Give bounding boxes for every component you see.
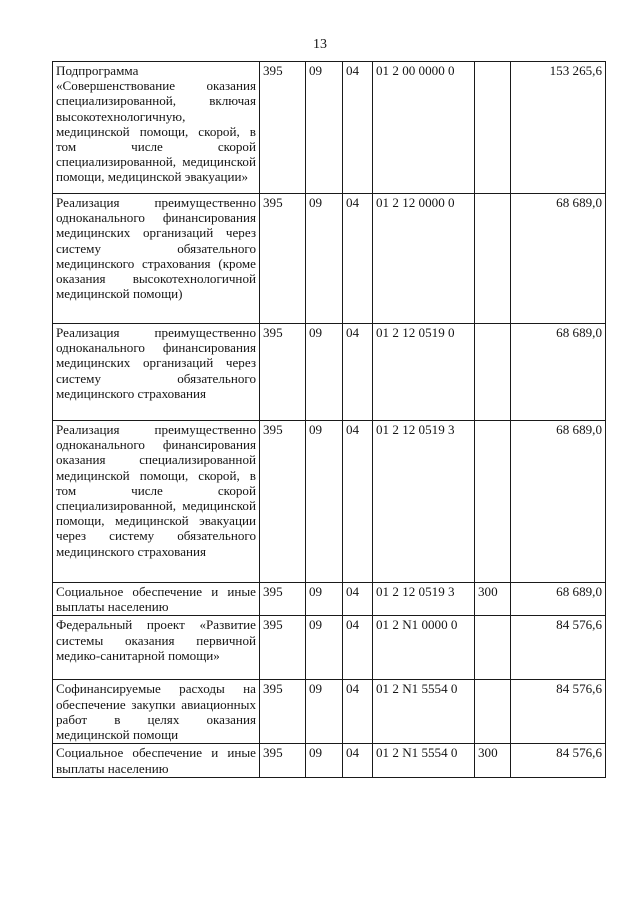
row-amount: 68 689,0 (511, 421, 606, 583)
row-subsection: 04 (343, 616, 373, 680)
page-number: 13 (313, 37, 327, 52)
row-name: Федеральный проект «Развитие системы оказания первичной медико-санитарной помощи» (53, 616, 260, 680)
row-amount: 68 689,0 (511, 583, 606, 616)
row-amount: 68 689,0 (511, 324, 606, 421)
row-name: Софинансируемые расходы на обеспечение закупки авиационных работ в целях оказания медицинской помощи (53, 680, 260, 744)
table-row (53, 680, 606, 744)
row-target-article: 01 2 N1 0000 0 (373, 616, 475, 680)
row-section: 09 (306, 680, 343, 744)
row-target-article: 01 2 N1 5554 0 (373, 744, 475, 777)
row-section: 09 (306, 616, 343, 680)
row-grbs: 395 (260, 324, 306, 421)
row-target-article: 01 2 12 0519 0 (373, 324, 475, 421)
row-section: 09 (306, 421, 343, 583)
row-section: 09 (306, 62, 343, 194)
row-subsection: 04 (343, 583, 373, 616)
row-expense-type: 300 (475, 744, 511, 777)
row-name: Реализация преимущественно одноканального финансирования оказания специализированной медицинской помощи, скорой, в том числе скорой специализированной, медицинской помощи, медицинской эвакуации через систему обязательного медицинского страхования (53, 421, 260, 583)
row-subsection: 04 (343, 680, 373, 744)
row-name: Подпрограмма «Совершенствование оказания специализированной, включая высокотехнологичную, медицинской помощи, скорой, в том числе скорой специализированной, медицинской помощи, медицинской эвакуации» (53, 62, 260, 194)
table-row (53, 324, 606, 421)
row-expense-type: 300 (475, 583, 511, 616)
row-expense-type (475, 194, 511, 324)
table-row (53, 194, 606, 324)
row-amount: 153 265,6 (511, 62, 606, 194)
row-name: Социальное обеспечение и иные выплаты населению (53, 744, 260, 777)
row-expense-type (475, 421, 511, 583)
table-row (53, 421, 606, 583)
row-name: Реализация преимущественно одноканального финансирования медицинских организаций через систему обязательного медицинского страхования (кроме оказания высокотехнологичной медицинской помощи) (53, 194, 260, 324)
row-name: Реализация преимущественно одноканального финансирования медицинских организаций через систему обязательного медицинского страхования (53, 324, 260, 421)
row-subsection: 04 (343, 421, 373, 583)
row-subsection: 04 (343, 62, 373, 194)
row-section: 09 (306, 194, 343, 324)
row-amount: 84 576,6 (511, 744, 606, 777)
row-expense-type (475, 324, 511, 421)
row-grbs: 395 (260, 680, 306, 744)
row-grbs: 395 (260, 616, 306, 680)
row-expense-type (475, 62, 511, 194)
row-target-article: 01 2 12 0000 0 (373, 194, 475, 324)
row-target-article: 01 2 00 0000 0 (373, 62, 475, 194)
row-target-article: 01 2 N1 5554 0 (373, 680, 475, 744)
row-grbs: 395 (260, 62, 306, 194)
row-section: 09 (306, 324, 343, 421)
row-expense-type (475, 616, 511, 680)
row-grbs: 395 (260, 194, 306, 324)
table-row (53, 616, 606, 680)
row-grbs: 395 (260, 744, 306, 777)
row-grbs: 395 (260, 421, 306, 583)
row-subsection: 04 (343, 324, 373, 421)
row-grbs: 395 (260, 583, 306, 616)
row-amount: 84 576,6 (511, 680, 606, 744)
row-target-article: 01 2 12 0519 3 (373, 421, 475, 583)
row-amount: 68 689,0 (511, 194, 606, 324)
row-subsection: 04 (343, 744, 373, 777)
table-row (53, 62, 606, 194)
row-section: 09 (306, 744, 343, 777)
row-name: Социальное обеспечение и иные выплаты населению (53, 583, 260, 616)
table-row (53, 744, 606, 777)
row-target-article: 01 2 12 0519 3 (373, 583, 475, 616)
row-expense-type (475, 680, 511, 744)
row-amount: 84 576,6 (511, 616, 606, 680)
row-subsection: 04 (343, 194, 373, 324)
budget-table (52, 61, 606, 778)
row-section: 09 (306, 583, 343, 616)
table-row (53, 583, 606, 616)
